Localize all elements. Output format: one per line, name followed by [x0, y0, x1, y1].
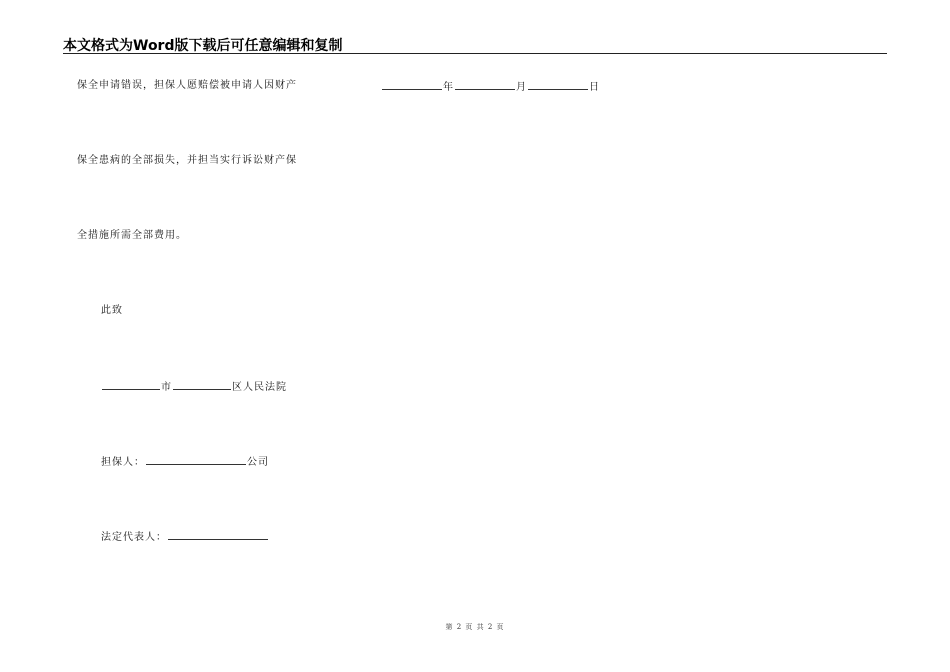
paragraph-line-2: 保全患病的全部损失，并担当实行诉讼财产保 [77, 155, 297, 166]
district-blank [173, 379, 231, 390]
court-line [101, 379, 287, 395]
page-footer: 第 2 页 共 2 页 [445, 623, 505, 631]
city-blank [102, 379, 160, 390]
guarantor-blank [146, 454, 246, 465]
paragraph-line-3: 全措施所需全部费用。 [77, 230, 187, 241]
guarantor-label: 担保人： [101, 457, 145, 468]
month-blank [455, 79, 515, 90]
legal-representative-line [101, 529, 269, 545]
legal-representative-label: 法定代表人： [101, 532, 167, 543]
page-header-title: 本文格式为Word版下载后可任意编辑和复制 [63, 38, 343, 54]
salutation: 此致 [101, 305, 123, 316]
city-label: 市 [161, 382, 172, 393]
day-blank [528, 79, 588, 90]
date-line [381, 79, 600, 95]
district-court-label: 区人民法院 [232, 382, 287, 393]
guarantor-line [101, 454, 269, 470]
day-label: 日 [589, 82, 600, 93]
page-header [63, 33, 887, 54]
year-label: 年 [443, 82, 454, 93]
year-blank [382, 79, 442, 90]
paragraph-line-1: 保全申请错误，担保人愿赔偿被申请人因财产 [77, 80, 297, 91]
month-label: 月 [516, 82, 527, 93]
guarantor-suffix: 公司 [247, 457, 269, 468]
legal-representative-blank [168, 529, 268, 540]
